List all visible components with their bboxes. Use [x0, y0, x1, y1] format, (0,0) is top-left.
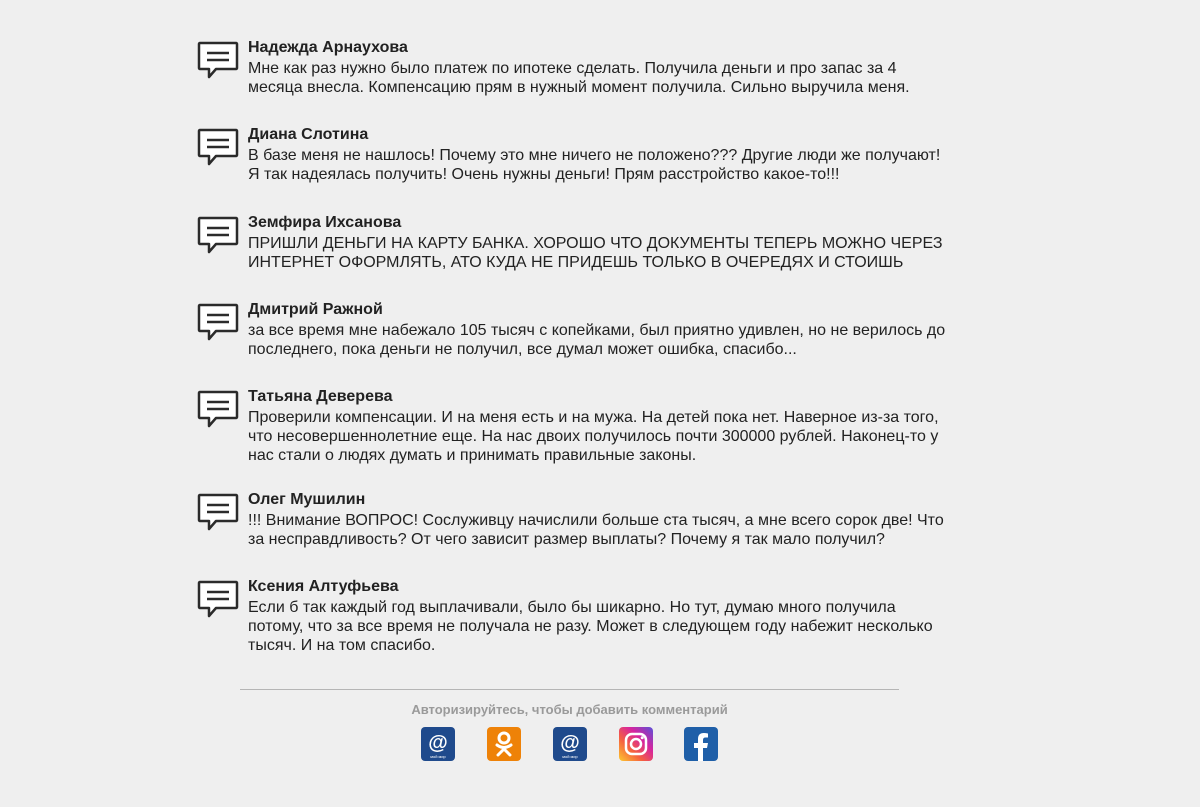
comment-bubble-icon [196, 389, 240, 429]
comment-text: Мне как раз нужно было платеж по ипотеке сделать. Получила деньги и про запас за 4 месяца внесла. Компенсацию прям в нужный момент получила. Сильно выручила меня. [248, 60, 910, 96]
comment-text: Если б так каждый год выплачивали, было бы шикарно. Но тут, думаю много получила потому, что за все время не получала не разу. Может в следующем году набежит несколько тысяч. И на том спасибо. [248, 599, 933, 654]
comment-author: Диана Слотина [248, 126, 369, 143]
comment-bubble-icon [196, 127, 240, 167]
comment-author: Олег Мушилин [248, 491, 366, 508]
comment-bubble-icon [196, 492, 240, 532]
comment-bubble-icon [196, 40, 240, 80]
mail-ru-icon [421, 727, 455, 761]
facebook-login-button[interactable] [684, 727, 718, 761]
mail-ru-icon [553, 727, 587, 761]
instagram-login-button[interactable] [619, 727, 653, 761]
instagram-icon [619, 727, 653, 761]
comment-bubble-icon [196, 302, 240, 342]
odnoklassniki-icon [487, 727, 521, 761]
comment-text: В базе меня не нашлось! Почему это мне ничего не положено??? Другие люди же получают! Я так надеялась получить! Очень нужны деньги! Прям расстройство какое-то!!! [248, 147, 941, 183]
comment-text: !!! Внимание ВОПРОС! Сослуживцу начислили больше ста тысяч, а мне всего сорок две! Что за несправдливость? От чего зависит размер выплаты? Почему я так мало получил? [248, 512, 944, 548]
comment-bubble-icon [196, 579, 240, 619]
comment-text: за все время мне набежало 105 тысяч с копейками, был приятно удивлен, но не верилось до последнего, пока деньги не получил, все думал может ошибка, спасибо... [248, 322, 946, 358]
comment-author: Дмитрий Ражной [248, 301, 383, 318]
comment-author: Ксения Алтуфьева [248, 578, 399, 595]
comment-bubble-icon [196, 215, 240, 255]
divider [240, 689, 899, 690]
svg-text:@: @ [428, 732, 448, 754]
odnoklassniki-login-button[interactable] [487, 727, 521, 761]
comment-author: Земфира Ихсанова [248, 214, 402, 231]
comment-text: ПРИШЛИ ДЕНЬГИ НА КАРТУ БАНКА. ХОРОШО ЧТО ДОКУМЕНТЫ ТЕПЕРЬ МОЖНО ЧЕРЕЗ ИНТЕРНЕТ ОФОРМЛЯТЬ, АТО КУДА НЕ ПРИДЕШЬ ТОЛЬКО В ОЧЕРЕДЯХ И СТОИШЬ [248, 235, 943, 271]
mail-ru-label: мой мир [562, 754, 578, 759]
comment-author: Татьяна Деверева [248, 388, 393, 405]
mail-ru-login-button[interactable] [421, 727, 455, 761]
facebook-icon [684, 727, 718, 761]
auth-prompt: Авторизируйтесь, чтобы добавить комментарий [411, 702, 728, 717]
svg-text:@: @ [560, 732, 580, 754]
comment-author: Надежда Арнаухова [248, 39, 408, 56]
mail-ru-login-button-2[interactable] [553, 727, 587, 761]
comment-text: Проверили компенсации. И на меня есть и на мужа. На детей пока нет. Наверное из-за того, что несовершеннолетние еще. На нас двоих получилось почти 300000 рублей. Наконец-то у нас стали о людях думать и принимать правильные законы. [248, 409, 939, 464]
mail-ru-label: мой мир [430, 754, 446, 759]
